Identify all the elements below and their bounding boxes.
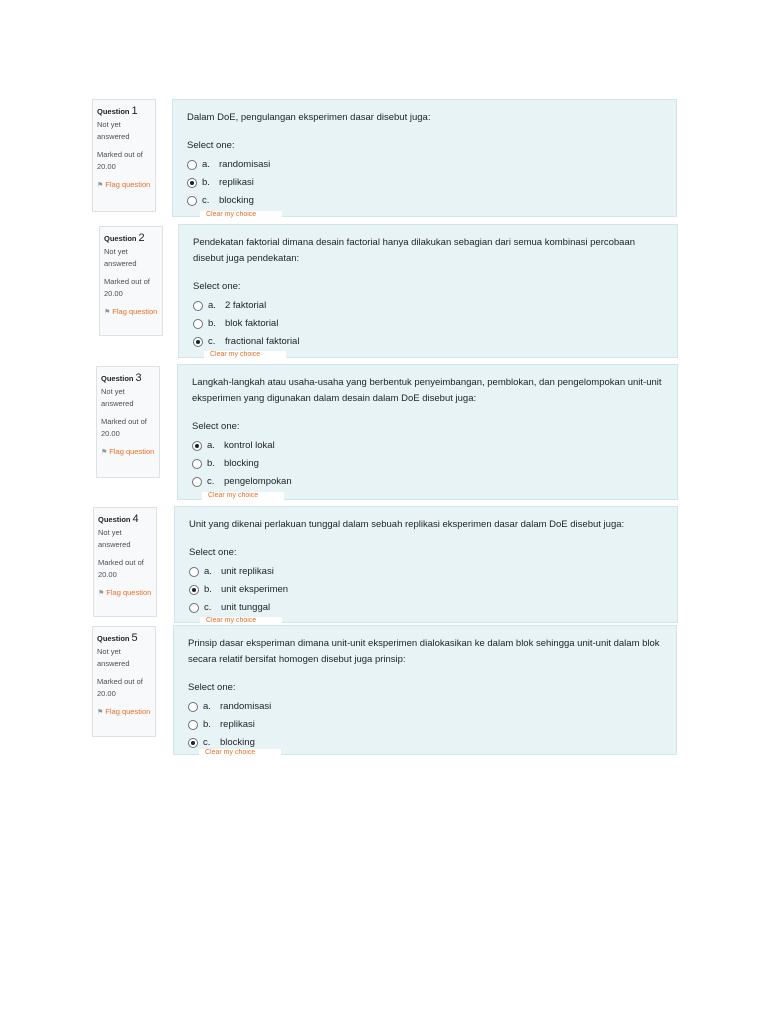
answer-option-c[interactable] [189, 599, 663, 617]
answer-option-b[interactable] [189, 581, 663, 599]
flag-question-link[interactable] [104, 306, 158, 319]
question-number [97, 105, 151, 118]
question-text: Unit yang dikenai perlakuan tunggal dalam sebuah replikasi eksperimen dasar dalam DoE disebut juga: [189, 519, 625, 530]
option-text: randomisasi [219, 159, 271, 170]
question-state: Not yet answered [101, 387, 134, 408]
option-text: kontrol lokal [224, 440, 275, 451]
radio-button-selected[interactable] [189, 585, 199, 595]
question-info [92, 99, 156, 212]
flag-label: Flag question [105, 707, 151, 716]
flag-icon: ⚑ [104, 309, 111, 316]
option-text: unit eksperimen [221, 584, 289, 595]
question-number [101, 372, 155, 385]
question-label: Question [98, 515, 131, 524]
answer-option-a[interactable] [188, 698, 662, 716]
flag-question-link[interactable] [97, 179, 151, 192]
question-label: Question [97, 634, 130, 643]
answer-options [187, 156, 662, 210]
answer-option-a[interactable] [187, 156, 662, 174]
option-text: randomisasi [220, 701, 272, 712]
question-state: Not yet answered [104, 247, 137, 268]
question-number-value: 2 [138, 232, 145, 244]
option-letter: c. [204, 602, 212, 613]
select-one-prompt: Select one: [189, 547, 237, 558]
flag-question-link[interactable] [101, 446, 155, 459]
option-text: unit replikasi [221, 566, 274, 577]
question-text: Dalam DoE, pengulangan eksperimen dasar disebut juga: [187, 112, 431, 123]
flag-label: Flag question [106, 588, 152, 597]
question-number [97, 632, 151, 645]
answer-option-b[interactable] [187, 174, 662, 192]
clear-choice-link[interactable]: Clear my choice [199, 749, 281, 757]
option-letter: b. [208, 318, 216, 329]
question-info [93, 507, 157, 617]
radio-button-selected[interactable] [188, 738, 198, 748]
clear-choice-link[interactable]: Clear my choice [204, 351, 286, 359]
option-text: pengelompokan [224, 476, 292, 487]
flag-question-link[interactable] [98, 587, 152, 600]
question-number-value: 3 [135, 372, 142, 384]
radio-button-selected[interactable] [187, 178, 197, 188]
answer-option-c[interactable] [192, 473, 663, 491]
option-text: 2 faktorial [225, 300, 267, 311]
answer-options [189, 563, 663, 617]
option-letter: a. [204, 566, 212, 577]
radio-button[interactable] [188, 720, 198, 730]
radio-button[interactable] [189, 603, 199, 613]
flag-label: Flag question [105, 180, 151, 189]
option-letter: a. [203, 701, 211, 712]
radio-button[interactable] [193, 319, 203, 329]
answer-option-a[interactable] [193, 297, 663, 315]
question-label: Question [104, 234, 137, 243]
question-grade: Marked out of 20.00 [98, 558, 144, 579]
option-letter: a. [208, 300, 216, 311]
radio-button[interactable] [189, 567, 199, 577]
radio-button[interactable] [187, 160, 197, 170]
question-content [174, 506, 678, 623]
radio-button[interactable] [192, 459, 202, 469]
question-state: Not yet answered [97, 120, 130, 141]
option-text: unit tunggal [221, 602, 271, 613]
question-text: Prinsip dasar eksperiman dimana unit-unit eksperimen dialokasikan ke dalam blok sehingga unit-unit dalam blok secara relatif bersifat homogen disebut juga prinsip: [188, 638, 660, 665]
question-content [172, 99, 677, 217]
answer-option-b[interactable] [192, 455, 663, 473]
option-letter: a. [207, 440, 215, 451]
radio-button-selected[interactable] [192, 441, 202, 451]
answer-option-c[interactable] [187, 192, 662, 210]
question-content [173, 625, 677, 755]
option-letter: c. [207, 476, 215, 487]
answer-options [188, 698, 662, 752]
answer-option-c[interactable] [193, 333, 663, 351]
select-one-prompt: Select one: [193, 281, 241, 292]
answer-option-a[interactable] [192, 437, 663, 455]
option-letter: b. [204, 584, 212, 595]
option-letter: b. [207, 458, 215, 469]
radio-button[interactable] [193, 301, 203, 311]
flag-label: Flag question [112, 307, 158, 316]
question-label: Question [101, 374, 134, 383]
radio-button[interactable] [188, 702, 198, 712]
option-text: blocking [219, 195, 254, 206]
option-text: blocking [224, 458, 259, 469]
flag-label: Flag question [109, 447, 155, 456]
radio-button[interactable] [192, 477, 202, 487]
question-text: Pendekatan faktorial dimana desain factorial hanya dilakukan sebagian dari semua kombinasi percobaan disebut juga pendekatan: [193, 237, 636, 264]
option-letter: c. [202, 195, 210, 206]
question-number-value: 5 [131, 632, 138, 644]
answer-options [192, 437, 663, 491]
question-grade: Marked out of 20.00 [101, 417, 147, 438]
question-text: Langkah-langkah atau usaha-usaha yang berbentuk penyeimbangan, pemblokan, dan pengelompokan unit-unit eksperimen yang digunakan dalam desain dalam DoE disebut juga: [192, 377, 662, 404]
answer-options [193, 297, 663, 351]
select-one-prompt: Select one: [192, 421, 240, 432]
flag-question-link[interactable] [97, 706, 151, 719]
option-letter: b. [203, 719, 211, 730]
select-one-prompt: Select one: [187, 140, 235, 151]
question-state: Not yet answered [97, 647, 130, 668]
question-number [98, 513, 152, 526]
question-content [178, 224, 678, 358]
question-grade: Marked out of 20.00 [97, 677, 143, 698]
flag-icon: ⚑ [97, 709, 104, 716]
question-grade: Marked out of 20.00 [97, 150, 143, 171]
answer-option-b[interactable] [188, 716, 662, 734]
flag-icon: ⚑ [101, 449, 108, 456]
clear-choice-link[interactable]: Clear my choice [202, 492, 284, 500]
question-number-value: 4 [132, 513, 139, 525]
question-number-value: 1 [131, 105, 138, 117]
flag-icon: ⚑ [97, 182, 104, 189]
answer-option-a[interactable] [189, 563, 663, 581]
radio-button[interactable] [187, 196, 197, 206]
clear-choice-link[interactable]: Clear my choice [200, 211, 282, 219]
option-text: replikasi [220, 719, 255, 730]
option-text: fractional faktorial [225, 336, 300, 347]
question-number [104, 232, 158, 245]
option-letter: c. [208, 336, 216, 347]
option-text: blok faktorial [225, 318, 279, 329]
question-info [92, 626, 156, 737]
question-label: Question [97, 107, 130, 116]
flag-icon: ⚑ [98, 590, 105, 597]
question-info [99, 226, 163, 336]
option-letter: c. [203, 737, 211, 748]
answer-option-b[interactable] [193, 315, 663, 333]
question-info [96, 366, 160, 478]
question-content [177, 364, 678, 500]
option-letter: b. [202, 177, 210, 188]
option-letter: a. [202, 159, 210, 170]
option-text: replikasi [219, 177, 254, 188]
radio-button-selected[interactable] [193, 337, 203, 347]
clear-choice-link[interactable]: Clear my choice [200, 617, 282, 625]
question-state: Not yet answered [98, 528, 131, 549]
question-grade: Marked out of 20.00 [104, 277, 150, 298]
option-text: blocking [220, 737, 255, 748]
select-one-prompt: Select one: [188, 682, 236, 693]
